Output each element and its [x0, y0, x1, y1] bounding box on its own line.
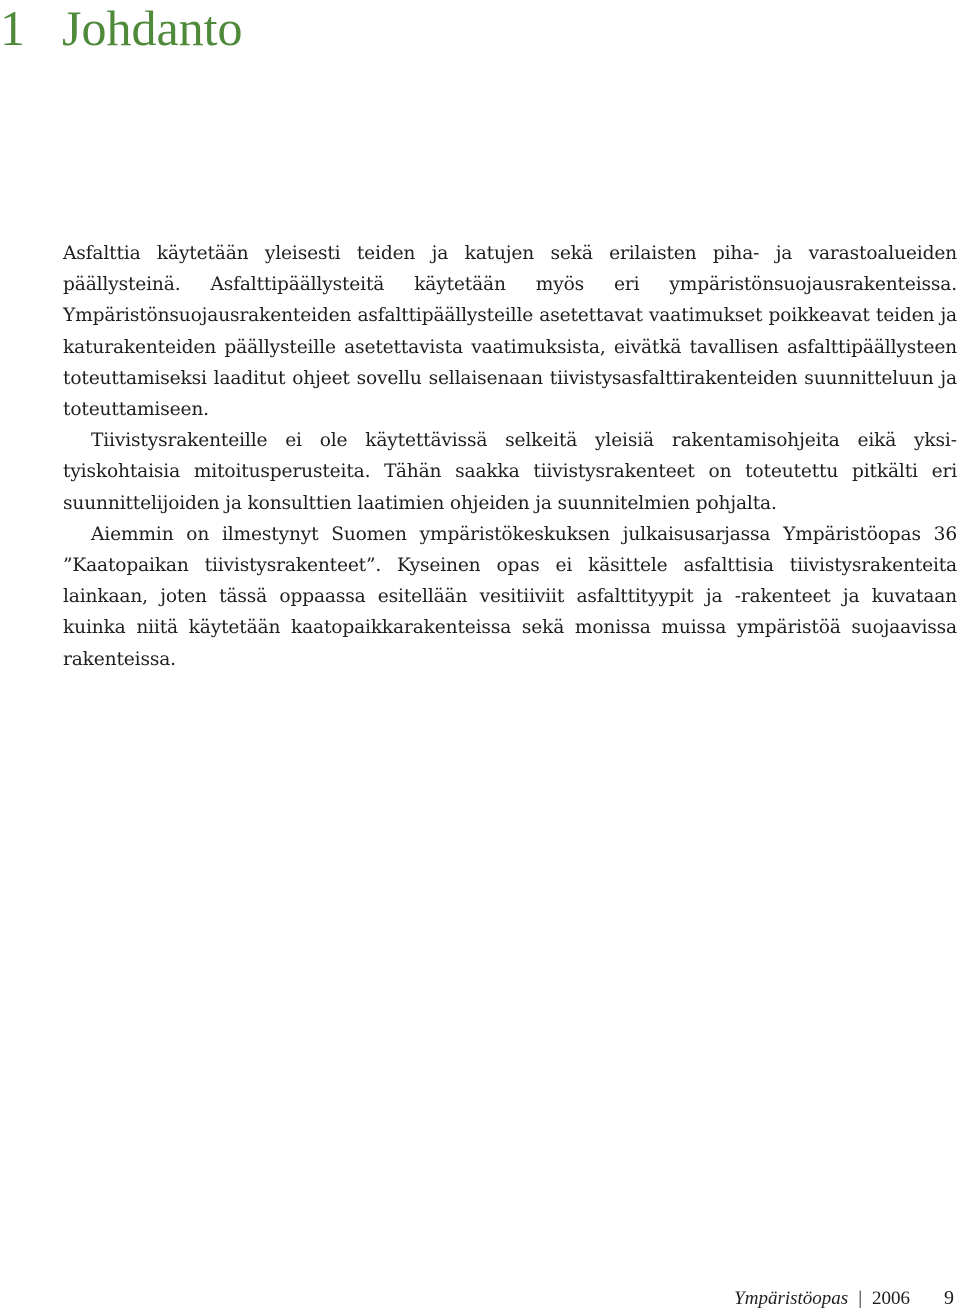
paragraph-guidelines: Tiivistysrakenteille ei ole käytettävissä selkeitä yleisiä rakentamisohjeita eikä yksityiskohtaisia mitoitusperusteita. Tähän saakka tiivistysrakenteet on toteutettu pitkälti eri suunnittelijoiden ja konsulttien laatimien ohjeiden ja suunnitelmien pohjalta. — [63, 430, 957, 514]
chapter-heading — [0, 0, 243, 56]
page-number: 9 — [944, 1287, 954, 1309]
paragraph-previous-guide: Aiemmin on ilmestynyt Suomen ympäristökeskuksen julkaisusarjassa Ympäristöopas 36 ”Kaatopaikan tiivistysrakenteet”. Kyseinen opas ei käsittele asfalttisia tiivistysrakenteita lainkaan, joten tässä oppaassa esitellään vesitiiviit asfalttityypit ja -rakenteet ja kuvataan kuinka niitä käytetään kaatopaikkarakenteissa sekä monissa muissa ympäristöä suojaavissa rakenteissa. — [63, 523, 957, 670]
publication-name: Ympäristöopas — [734, 1288, 849, 1309]
body-text — [63, 238, 957, 675]
footer-separator: | — [858, 1288, 862, 1309]
chapter-title: Johdanto — [62, 0, 243, 56]
chapter-number: 1 — [0, 0, 25, 56]
paragraph-intro: Asfalttia käytetään yleisesti teiden ja katujen sekä erilaisten piha- ja varastoalueiden päällysteinä. Asfalttipäällysteitä käytetään myös eri ympäristönsuojausrakenteissa. Ympäristönsuojausrakenteiden asfalttipäällysteille asetettavat vaatimukset poikkeavat teiden ja katurakenteiden päällysteille asetettavista vaatimuksista, eivätkä tavallisen asfalttipäällysteen toteuttamiseksi laaditut ohjeet sovellu sellaisenaan tiivistysasfalttirakenteiden suunnitteluun ja toteuttamiseen. — [63, 243, 957, 421]
page-footer — [734, 1286, 954, 1311]
publication-year: 2006 — [872, 1288, 910, 1309]
